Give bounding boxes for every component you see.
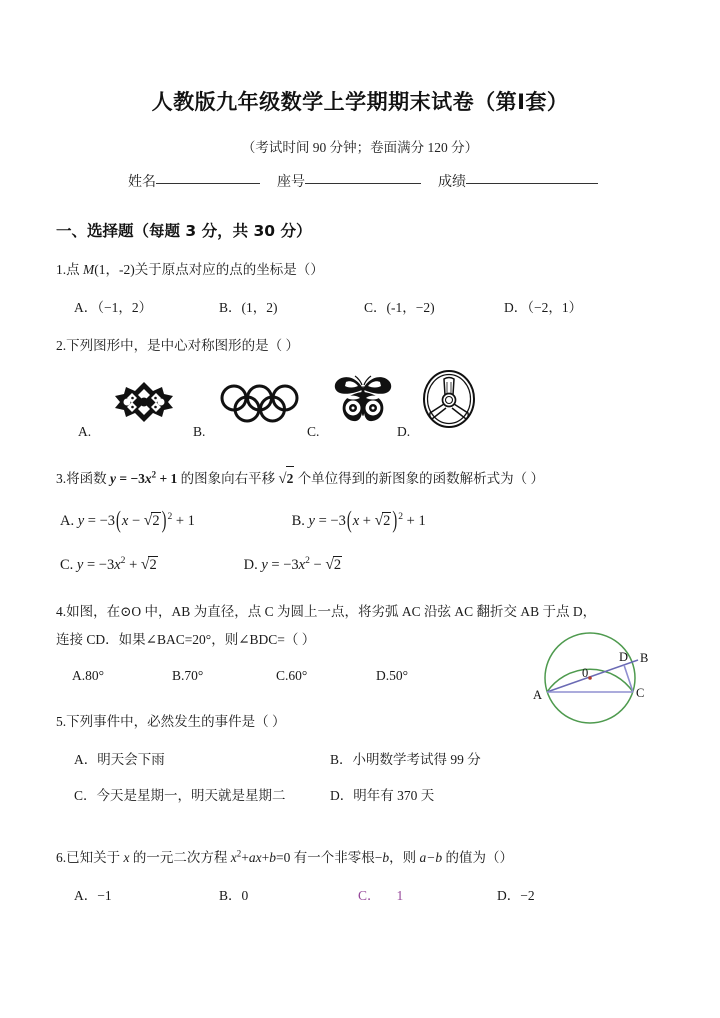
exam-subtitle: （考试时间 90 分钟；卷面满分 120 分） [241,140,479,155]
question-2-option-a-label: A. [78,424,92,439]
olympic-rings-icon [219,384,305,424]
name-field [128,171,260,191]
option-text: 0 [241,888,249,903]
question-5-option-a[interactable] [74,748,330,768]
question-1-option-b[interactable] [219,296,364,316]
option-label: A. [72,668,86,683]
center-dot [588,676,592,680]
question-6-number: 6. [56,850,67,865]
option-label: C． [358,888,381,903]
question-3-options-row1 [60,507,660,535]
segment-dc [624,665,633,692]
question-5-option-c[interactable] [74,784,330,804]
question-1-variable: M [83,262,95,277]
score-label: 成绩 [438,175,466,190]
question-4-option-c[interactable] [276,668,376,684]
option-text: （−2，1） [527,300,583,315]
question-4-stem-line2: 连接 CD．如果∠BAC=20°，则∠BDC=（ ） [56,632,316,647]
question-5-stem-text: 下列事件中，必然发生的事件是（ ） [66,714,286,729]
seat-blank-rule[interactable] [305,182,421,184]
option-text: −2 [520,888,535,903]
section-heading-choice: 一、选择题（每题 3 分，共 30 分） [56,222,312,240]
question-2-stem-text: 下列图形中，是中心对称图形的是（ ） [66,338,299,353]
option-label: D． [330,788,354,803]
question-1-stem-prefix: 点 [66,262,83,277]
page-title: 人教版九年级数学上学期期末试卷（第Ⅰ套） [151,90,569,114]
question-6-stem-b: 的一元二次方程 [129,850,231,865]
question-3-stem-c: 个单位得到的新图象的函数解析式为（ ） [294,471,545,486]
option-text: （−1，2） [97,300,153,315]
question-6-option-b[interactable] [219,884,358,904]
butterfly-figure[interactable] [331,373,395,432]
option-text: 50° [389,668,409,683]
option-label: B. [291,513,305,529]
question-6-var-b: b [382,850,390,865]
question-5-option-b[interactable] [330,748,481,768]
option-label: B. [172,668,185,683]
option-label: A． [74,888,98,903]
olympic-rings-figure[interactable] [219,384,305,429]
butterfly-icon [331,373,395,427]
question-3-inline-formula: $y = -3x^2 + 1$ [110,469,178,486]
question-6-stem-a: 已知关于 [66,850,124,865]
question-2-figure-options [56,364,664,442]
option-label: A． [74,300,98,315]
score-blank-rule[interactable] [466,182,598,184]
option-label: D． [504,300,528,315]
question-3-option-c[interactable] [60,556,240,574]
question-2-option-d-label: D. [397,424,411,439]
student-info-line [128,171,598,191]
question-3-option-d[interactable] [244,556,343,574]
question-3-radical: √2 [279,466,295,493]
option-label: D. [376,668,390,683]
seat-label: 座号 [277,175,305,190]
ornament-motif-icon [104,379,184,425]
question-4-option-a[interactable] [72,668,172,684]
question-2-stem [56,334,664,358]
question-6-option-d[interactable] [497,884,535,904]
option-text: (1，2) [241,300,278,315]
question-5-option-d[interactable] [330,784,434,804]
option-formula: $y = -3x^2 + √2$ [76,555,157,573]
option-formula: y = −3(x + √2 )$^2$ + 1 [308,507,426,535]
question-1-stem [56,258,664,282]
question-1-options [74,296,674,316]
option-text: 今天是星期一，明天就是星期二 [96,788,286,803]
question-6-options [74,884,674,904]
question-6-expr-ab: a−b [419,850,443,865]
question-2-option-c-label: C. [307,424,320,439]
circle-label-a: A [533,688,543,702]
question-1-option-d[interactable] [504,296,582,316]
option-text: 80° [85,668,105,683]
option-text: 70° [184,668,204,683]
question-4-option-d[interactable] [376,668,408,684]
option-text: −1 [97,888,112,903]
question-3-option-a[interactable] [60,507,288,535]
option-label: A． [74,752,98,767]
question-3-option-b[interactable] [291,507,426,535]
reflected-arc [547,669,633,692]
question-3-number: 3. [56,471,67,486]
question-5-options-row2 [74,784,674,804]
option-label: A. [60,513,75,529]
option-formula: $y = -3x^2 - √2$ [261,555,342,573]
question-3-options-row2 [60,556,660,574]
seat-field [277,171,421,191]
option-label: C. [276,668,289,683]
question-4-stem-line2-wrap [56,628,486,652]
question-4-option-b[interactable] [172,668,276,684]
question-4-stem-line1: 如图，在⊙O 中，AB 为直径，点 C 为圆上一点，将劣弧 AC 沿弦 AC 翻折交 AB 于点 D， [66,604,597,619]
question-6-stem [56,846,664,870]
option-label: C． [364,300,387,315]
question-4-number: 4. [56,604,67,619]
circle-label-c: C [636,686,645,700]
question-6-equation: $x^2+ax+b=0$ [230,848,291,865]
steering-wheel-figure[interactable] [419,367,479,436]
score-field [438,171,598,191]
question-6-option-a[interactable] [74,884,219,904]
question-3-stem-a: 将函数 [66,471,110,486]
option-label: C． [74,788,97,803]
option-text: 明年有 370 天 [353,788,435,803]
question-3-stem [56,466,664,493]
question-5-number: 5. [56,714,67,729]
option-text: 60° [288,668,308,683]
question-6-stem-e: 的值为（） [442,850,513,865]
question-1-option-a[interactable] [74,296,219,316]
question-1-option-c[interactable] [364,296,504,316]
question-6-stem-d: ，则 [389,850,420,865]
option-label: B． [330,752,353,767]
option-label: D． [497,888,521,903]
question-4-stem [56,600,632,624]
option-label: C. [60,557,74,573]
question-1-stem-rest: (1，-2)关于原点对应的点的坐标是（） [94,262,324,277]
option-label: B． [219,888,242,903]
question-5-options-row1 [74,748,674,768]
option-text: 明天会下雨 [97,752,165,767]
circle-label-b: B [640,651,649,665]
question-1-number: 1. [56,262,67,277]
option-text: 小明数学考试得 99 分 [352,752,481,767]
steering-wheel-icon [419,367,479,431]
question-6-var-x: x [123,850,130,865]
name-blank-rule[interactable] [156,182,260,184]
question-2-number: 2. [56,338,67,353]
question-6-option-c[interactable] [358,884,497,904]
option-text: 1 [396,888,404,903]
question-3-stem-b: 的图象向右平移 [177,471,279,486]
ornament-motif-figure[interactable] [104,379,184,430]
name-label: 姓名 [128,175,156,190]
option-text: (-1，−2) [386,300,435,315]
question-5-stem [56,710,664,734]
circle-center-label: 0 [582,666,589,680]
question-2-option-b-label: B. [193,424,206,439]
option-formula: y = −3(x − √2 )$^2$ + 1 [77,507,195,535]
option-label: B． [219,300,242,315]
circle-label-d: D [619,650,629,664]
question-6-stem-c: 有一个非零根− [290,850,383,865]
option-label: D. [243,557,258,573]
